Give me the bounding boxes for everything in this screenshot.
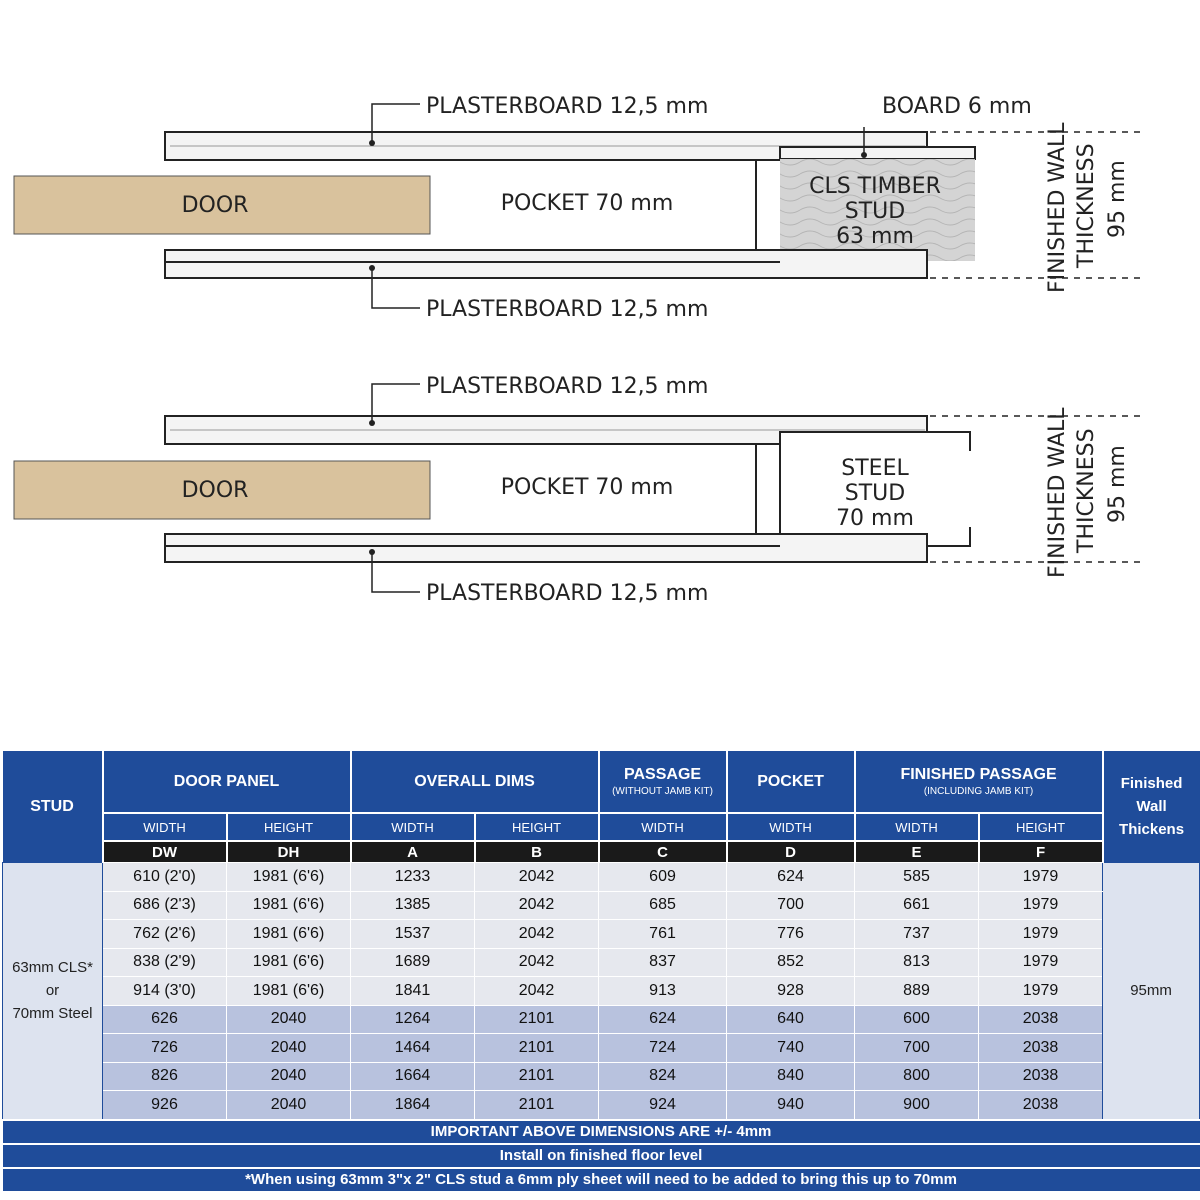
table-cell: 838 (2'9): [103, 948, 227, 977]
table-cell: 800: [855, 1062, 979, 1091]
table-cell: 2038: [979, 1034, 1103, 1063]
steel-section: [14, 374, 1145, 606]
table-cell: 1385: [351, 891, 475, 920]
pocket-label: POCKET 70 mm: [500, 475, 674, 500]
table-cell: 940: [727, 1091, 855, 1120]
column-code: D: [727, 841, 855, 863]
table-cell: 924: [599, 1091, 727, 1120]
table-cell: 1981 (6'6): [227, 891, 351, 920]
pocket-label: POCKET 70 mm: [500, 191, 674, 216]
table-cell: 1841: [351, 977, 475, 1006]
plasterboard-bottom-label: PLASTERBOARD 12,5 mm: [426, 297, 709, 322]
column-subheader: WIDTH: [599, 813, 727, 841]
stud-label-line2: STUD: [844, 481, 906, 506]
stud-label-line3: 70 mm: [836, 506, 914, 531]
column-subheader: WIDTH: [727, 813, 855, 841]
table-cell: 852: [727, 948, 855, 977]
table-cell: 761: [599, 920, 727, 949]
board-label: BOARD 6 mm: [882, 94, 1032, 119]
table-cell: 1664: [351, 1062, 475, 1091]
note-install: Install on finished floor level: [3, 1144, 1200, 1168]
column-code: E: [855, 841, 979, 863]
table-cell: 1981 (6'6): [227, 948, 351, 977]
table-cell: 824: [599, 1062, 727, 1091]
table-row: [3, 1005, 1200, 1034]
table-cell: 640: [727, 1005, 855, 1034]
table-cell: 726: [103, 1034, 227, 1063]
table-cell: 837: [599, 948, 727, 977]
table-cell: 686 (2'3): [103, 891, 227, 920]
table-cell: 1979: [979, 920, 1103, 949]
table-cell: 2038: [979, 1062, 1103, 1091]
table-cell: 1981 (6'6): [227, 920, 351, 949]
table-cell: 2040: [227, 1062, 351, 1091]
wall-thickness-line1: FINISHED WALL: [1045, 407, 1070, 578]
stud-label-line1: CLS TIMBER: [809, 174, 941, 199]
column-code: C: [599, 841, 727, 863]
column-subheader: HEIGHT: [227, 813, 351, 841]
column-code: DW: [103, 841, 227, 863]
board-6mm: [780, 147, 975, 159]
plasterboard-top-label: PLASTERBOARD 12,5 mm: [426, 94, 709, 119]
door-panel-header: DOOR PANEL: [103, 751, 351, 813]
table-cell: 700: [727, 891, 855, 920]
table-row: [3, 977, 1200, 1006]
wall-thickness-line2: THICKNESS: [1074, 143, 1099, 268]
table-cell: 2040: [227, 1034, 351, 1063]
stud-label-line1: STEEL: [841, 456, 909, 481]
passage-title: PASSAGE: [624, 766, 702, 783]
column-code: A: [351, 841, 475, 863]
plasterboard-bottom: [165, 250, 927, 278]
table-cell: 2042: [475, 891, 599, 920]
finished-passage-title: FINISHED PASSAGE: [900, 766, 1057, 783]
table-cell: 2042: [475, 977, 599, 1006]
table-cell: 740: [727, 1034, 855, 1063]
column-subheader: HEIGHT: [979, 813, 1103, 841]
stud-type-line: 63mm CLS*: [12, 959, 93, 977]
table-cell: 1264: [351, 1005, 475, 1034]
table-cell: 2038: [979, 1005, 1103, 1034]
table-cell: 624: [727, 863, 855, 892]
finished-wall-header: Finished Wall Thickens: [1103, 751, 1200, 863]
table-cell: 609: [599, 863, 727, 892]
table-cell: 813: [855, 948, 979, 977]
note-tolerance: IMPORTANT ABOVE DIMENSIONS ARE +/- 4mm: [3, 1120, 1200, 1144]
table-row: [3, 920, 1200, 949]
passage-note: (WITHOUT JAMB KIT): [612, 786, 713, 797]
table-cell: 1464: [351, 1034, 475, 1063]
table-cell: 1981 (6'6): [227, 863, 351, 892]
table-cell: 2101: [475, 1034, 599, 1063]
column-subheader: WIDTH: [103, 813, 227, 841]
plasterboard-bottom: [165, 534, 927, 562]
table-cell: 776: [727, 920, 855, 949]
table-cell: 1233: [351, 863, 475, 892]
column-code: F: [979, 841, 1103, 863]
table-cell: 661: [855, 891, 979, 920]
table-row: [3, 891, 1200, 920]
table-cell: 610 (2'0): [103, 863, 227, 892]
table-cell: 840: [727, 1062, 855, 1091]
table-row: [3, 948, 1200, 977]
table-cell: 700: [855, 1034, 979, 1063]
dimensions-table: [2, 751, 1200, 1191]
door-label: DOOR: [181, 478, 249, 503]
table-cell: 737: [855, 920, 979, 949]
table-cell: 600: [855, 1005, 979, 1034]
note-cls: *When using 63mm 3"x 2" CLS stud a 6mm ply sheet will need to be added to bring this up to 70mm: [3, 1168, 1200, 1191]
table-cell: 1537: [351, 920, 475, 949]
plasterboard-top-label: PLASTERBOARD 12,5 mm: [426, 374, 709, 399]
table-cell: 2040: [227, 1005, 351, 1034]
table-cell: 626: [103, 1005, 227, 1034]
table-cell: 585: [855, 863, 979, 892]
table-cell: 1979: [979, 891, 1103, 920]
table-cell: 1864: [351, 1091, 475, 1120]
table-row: [3, 1062, 1200, 1091]
wall-thickness-line1: FINISHED WALL: [1045, 122, 1070, 293]
column-code: B: [475, 841, 599, 863]
timber-section: [14, 94, 1145, 322]
wall-thickness-line2: THICKNESS: [1074, 428, 1099, 553]
table-cell: 2042: [475, 863, 599, 892]
stud-type-line: 70mm Steel: [12, 1005, 93, 1023]
wall-thickness-cell: 95mm: [1103, 863, 1200, 1120]
table-cell: 900: [855, 1091, 979, 1120]
column-code: DH: [227, 841, 351, 863]
table-cell: 2101: [475, 1091, 599, 1120]
column-subheader: HEIGHT: [475, 813, 599, 841]
table-cell: 1689: [351, 948, 475, 977]
stud-type-line: or: [45, 982, 60, 1000]
table-cell: 913: [599, 977, 727, 1006]
plasterboard-bottom-label: PLASTERBOARD 12,5 mm: [426, 581, 709, 606]
table-cell: 1979: [979, 977, 1103, 1006]
column-subheader: WIDTH: [855, 813, 979, 841]
table-cell: 826: [103, 1062, 227, 1091]
overall-dims-header: OVERALL DIMS: [351, 751, 599, 813]
stud-header: STUD: [3, 751, 103, 863]
table-cell: 926: [103, 1091, 227, 1120]
stud-type-cell: [3, 863, 103, 1120]
stud-label-line3: 63 mm: [836, 224, 914, 249]
table-cell: 624: [599, 1005, 727, 1034]
column-subheader: WIDTH: [351, 813, 475, 841]
finished-passage-header: [855, 751, 1103, 813]
table-row: [3, 1034, 1200, 1063]
table-cell: 928: [727, 977, 855, 1006]
wall-thickness-line3: 95 mm: [1105, 160, 1130, 238]
table-cell: 2042: [475, 948, 599, 977]
table-row: [3, 863, 1200, 892]
finished-passage-note: (INCLUDING JAMB KIT): [923, 786, 1034, 797]
table-cell: 762 (2'6): [103, 920, 227, 949]
wall-thickness-line3: 95 mm: [1105, 445, 1130, 523]
table-cell: 914 (3'0): [103, 977, 227, 1006]
stud-label-line2: STUD: [844, 199, 906, 224]
table-cell: 1981 (6'6): [227, 977, 351, 1006]
table-cell: 1979: [979, 863, 1103, 892]
table-row: [3, 1091, 1200, 1120]
table-cell: 724: [599, 1034, 727, 1063]
table-cell: 685: [599, 891, 727, 920]
table-cell: 2101: [475, 1062, 599, 1091]
pocket-header: POCKET: [727, 751, 855, 813]
table-cell: 2040: [227, 1091, 351, 1120]
table-cell: 2038: [979, 1091, 1103, 1120]
table-cell: 1979: [979, 948, 1103, 977]
door-label: DOOR: [181, 193, 249, 218]
table-cell: 2101: [475, 1005, 599, 1034]
passage-header: [599, 751, 727, 813]
table-cell: 889: [855, 977, 979, 1006]
table-cell: 2042: [475, 920, 599, 949]
